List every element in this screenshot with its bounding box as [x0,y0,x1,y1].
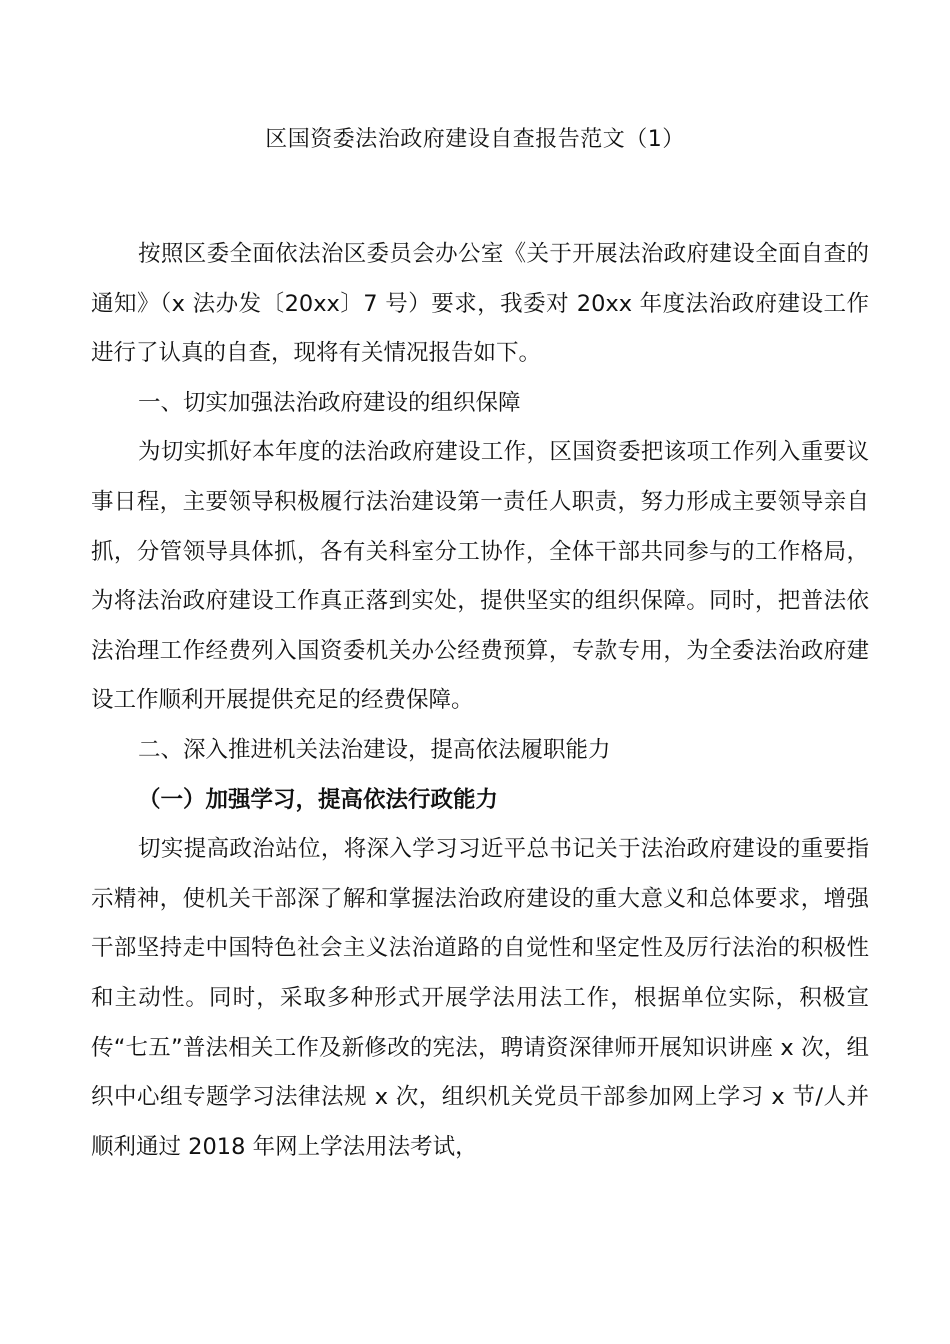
section-heading-2: 二、深入推进机关法治建设，提高依法履职能力 [138,736,611,763]
document-title: 区国资委法治政府建设自查报告范文（1） [265,127,685,152]
paragraph-study: 切实提高政治站位，将深入学习习近平总书记关于法治政府建设的重要指示精神，使机关干部深了解和掌握法治政府建设的重大意义和总体要求，增强干部坚持走中国特色社会主义法治道路的自觉性和坚定性及厉行法治的积极性和主动性。同时，采取多种形式开展学法用法工作，根据单位实际，积极宣传“七五”普法相关工作及新修改的宪法，聘请资深律师开展知识讲座 x 次，组织中心组专题学习法律法规 x 次，组织机关党员干部参加网上学习 x 节/人并顺利通过 2018 年网上学法用法考试， [91,836,869,1160]
section-heading-1: 一、切实加强法治政府建设的组织保障 [138,389,521,416]
paragraph-organization: 为切实抓好本年度的法治政府建设工作，区国资委把该项工作列入重要议事日程，主要领导积极履行法治建设第一责任人职责，努力形成主要领导亲自抓，分管领导具体抓，各有关科室分工协作，全体干部共同参与的工作格局，为将法治政府建设工作真正落到实处，提供坚实的组织保障。同时，把普法依法治理工作经费列入国资委机关办公经费预算，专款专用，为全委法治政府建设工作顺利开展提供充足的经费保障。 [91,439,869,714]
paragraph-intro: 按照区委全面依法治区委员会办公室《关于开展法治政府建设全面自查的通知》（x 法办发〔20xx〕7 号）要求，我委对 20xx 年度法治政府建设工作进行了认真的自查，现将有关情况报告如下。 [91,241,869,367]
subsection-heading-1: （一）加强学习，提高依法行政能力 [138,786,499,813]
document-body [91,230,869,1172]
